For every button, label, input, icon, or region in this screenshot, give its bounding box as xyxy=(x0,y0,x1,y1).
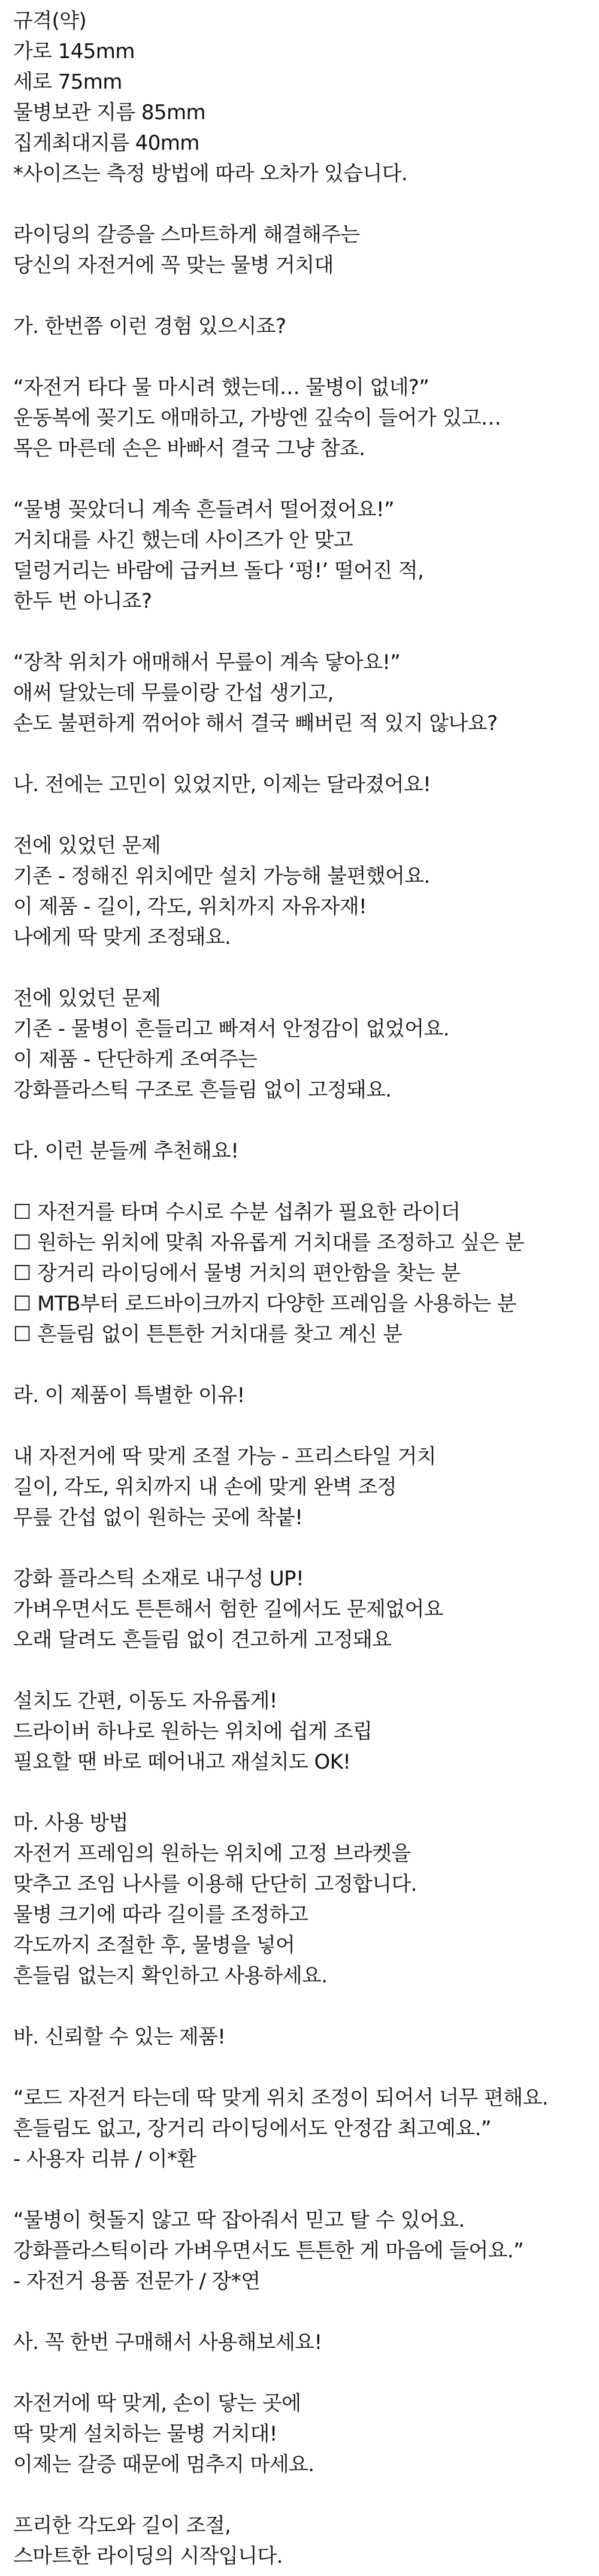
paragraph xyxy=(13,2327,588,2358)
text-line: “로드 자전거 타는데 딱 맞게 위치 조정이 되어서 너무 편해요. xyxy=(13,2086,548,2110)
text-line: ☐ 흔들림 없이 튼튼한 거치대를 찾고 계신 분 xyxy=(13,1322,403,1346)
text-line: “자전거 타다 물 마시려 했는데… 물병이 없네?” xyxy=(13,376,429,399)
text-line: 덜렁거리는 바람에 급커브 돌다 ‘펑!’ 떨어진 적, xyxy=(13,559,424,583)
paragraph-gap xyxy=(13,1533,588,1564)
paragraph-gap xyxy=(13,1411,588,1442)
paragraph-gap xyxy=(13,739,588,770)
text-line: 자전거 프레임의 원하는 위치에 고정 브라켓을 xyxy=(13,1842,411,1866)
paragraph xyxy=(13,1686,588,1778)
paragraph-gap xyxy=(13,617,588,647)
paragraph-gap xyxy=(13,464,588,495)
text-line: 무릎 간섭 없이 원하는 곳에 착붙! xyxy=(13,1506,303,1530)
text-line: 이 제품 - 단단하게 조여주는 xyxy=(13,1048,258,1071)
text-line: 드라이버 하나로 원하는 위치에 쉽게 조립 xyxy=(13,1720,373,1743)
text-line: 물병보관 지름 85mm xyxy=(13,101,205,125)
paragraph xyxy=(13,1808,588,1991)
text-line: 가로 145mm xyxy=(13,40,135,63)
paragraph-gap xyxy=(13,1106,588,1136)
text-line: 강화플라스틱이라 가벼우면서도 튼튼한 게 마음에 들어요.” xyxy=(13,2239,524,2263)
paragraph-gap xyxy=(13,342,588,373)
text-line: 딱 맞게 설치하는 물병 거치대! xyxy=(13,2422,277,2446)
text-line: 사. 꼭 한번 구매해서 사용해보세요! xyxy=(13,2330,322,2354)
text-line: - 사용자 리뷰 / 이*환 xyxy=(13,2147,196,2171)
paragraph xyxy=(13,1442,588,1533)
paragraph-gap xyxy=(13,1167,588,1197)
text-line: 내 자전거에 딱 맞게 조절 가능 - 프리스타일 거치 xyxy=(13,1445,436,1469)
text-line: 집게최대지름 40mm xyxy=(13,131,199,155)
paragraph-gap xyxy=(13,1350,588,1381)
text-line: *사이즈는 측정 방법에 따라 오차가 있습니다. xyxy=(13,162,408,186)
product-description xyxy=(13,6,588,2572)
text-line: 전에 있었던 문제 xyxy=(13,986,161,1010)
text-line: “장착 위치가 애매해서 무릎이 계속 닿아요!” xyxy=(13,650,401,674)
text-line: 기존 - 물병이 흔들리고 빠져서 안정감이 없었어요. xyxy=(13,1017,450,1041)
text-line: 당신의 자전거에 꼭 맞는 물병 거치대 xyxy=(13,253,334,277)
paragraph-gap xyxy=(13,953,588,983)
paragraph-gap xyxy=(13,281,588,311)
text-line: “물병 꽂았더니 계속 흔들려서 떨어졌어요!” xyxy=(13,498,395,522)
text-line: 전에 있었던 문제 xyxy=(13,834,161,858)
paragraph xyxy=(13,1136,588,1167)
text-line: ☐ 원하는 위치에 맞춰 자유롭게 거치대를 조정하고 싶은 분 xyxy=(13,1231,525,1255)
text-line: 자전거에 딱 맞게, 손이 닿는 곳에 xyxy=(13,2392,301,2415)
paragraph-gap xyxy=(13,1778,588,1808)
paragraph xyxy=(13,2511,588,2572)
text-line: ☐ 장거리 라이딩에서 물병 거치의 편안함을 찾는 분 xyxy=(13,1261,461,1285)
text-line: 마. 사용 방법 xyxy=(13,1811,128,1835)
paragraph-gap xyxy=(13,189,588,220)
text-line: 이 제품 - 길이, 각도, 위치까지 자유자재! xyxy=(13,895,367,919)
text-line: ☐ 자전거를 타며 수시로 수분 섭취가 필요한 라이더 xyxy=(13,1200,461,1224)
paragraph-gap xyxy=(13,2175,588,2205)
text-line: 필요할 땐 바로 떼어내고 재설치도 OK! xyxy=(13,1750,351,1774)
paragraph xyxy=(13,311,588,342)
text-line: 물병 크기에 따라 길이를 조정하고 xyxy=(13,1903,308,1927)
text-line: 기존 - 정해진 위치에만 설치 가능해 불편했어요. xyxy=(13,864,430,888)
text-line: 가. 한번쯤 이런 경험 있으시죠? xyxy=(13,314,286,338)
paragraph xyxy=(13,2389,588,2480)
paragraph xyxy=(13,373,588,464)
paragraph-gap xyxy=(13,2053,588,2083)
text-line: “물병이 헛돌지 않고 딱 잡아줘서 믿고 탈 수 있어요. xyxy=(13,2208,465,2232)
text-line: ☐ MTB부터 로드바이크까지 다양한 프레임을 사용하는 분 xyxy=(13,1292,516,1316)
text-line: 목은 마른데 손은 바빠서 결국 그냥 참죠. xyxy=(13,437,365,461)
text-line: - 자전거 용품 전문가 / 장*연 xyxy=(13,2269,261,2293)
text-line: 오래 달려도 흔들림 없이 견고하게 고정돼요 xyxy=(13,1628,392,1652)
paragraph-gap xyxy=(13,800,588,831)
text-line: 가벼우면서도 튼튼해서 험한 길에서도 문제없어요 xyxy=(13,1597,443,1621)
text-line: 이제는 갈증 때문에 멈추지 마세요. xyxy=(13,2453,314,2477)
paragraph-gap xyxy=(13,2297,588,2327)
paragraph xyxy=(13,983,588,1106)
paragraph xyxy=(13,2205,588,2297)
text-line: 애써 달았는데 무릎이랑 간섭 생기고, xyxy=(13,681,334,705)
paragraph xyxy=(13,220,588,281)
paragraph-gap xyxy=(13,2480,588,2511)
text-line: 설치도 간편, 이동도 자유롭게! xyxy=(13,1689,277,1713)
text-line: 다. 이런 분들께 추천해요! xyxy=(13,1139,239,1163)
text-line: 거치대를 사긴 했는데 사이즈가 안 맞고 xyxy=(13,528,353,552)
paragraph-gap xyxy=(13,2358,588,2389)
paragraph xyxy=(13,831,588,953)
paragraph xyxy=(13,6,588,189)
text-line: 운동복에 꽂기도 애매하고, 가방엔 깊숙이 들어가 있고… xyxy=(13,406,501,430)
text-line: 나에게 딱 맞게 조정돼요. xyxy=(13,925,231,949)
paragraph xyxy=(13,770,588,800)
text-line: 한두 번 아니죠? xyxy=(13,589,152,613)
text-line: 라. 이 제품이 특별한 이유! xyxy=(13,1384,245,1407)
text-line: 라이딩의 갈증을 스마트하게 해결해주는 xyxy=(13,223,360,247)
paragraph xyxy=(13,2083,588,2175)
text-line: 바. 신뢰할 수 있는 제품! xyxy=(13,2025,226,2049)
text-line: 프리한 각도와 길이 조절, xyxy=(13,2514,231,2538)
text-line: 손도 불편하게 꺾어야 해서 결국 빼버린 적 있지 않나요? xyxy=(13,712,498,735)
text-line: 흔들림도 없고, 장거리 라이딩에서도 안정감 최고예요.” xyxy=(13,2117,491,2141)
text-line: 길이, 각도, 위치까지 내 손에 맞게 완벽 조정 xyxy=(13,1475,397,1499)
paragraph-gap xyxy=(13,1991,588,2022)
text-line: 규격(약) xyxy=(13,9,87,33)
paragraph xyxy=(13,495,588,617)
text-line: 맞추고 조임 나사를 이용해 단단히 고정합니다. xyxy=(13,1872,417,1896)
paragraph xyxy=(13,647,588,739)
text-line: 스마트한 라이딩의 시작입니다. xyxy=(13,2544,283,2568)
paragraph xyxy=(13,1381,588,1411)
text-line: 강화플라스틱 구조로 흔들림 없이 고정돼요. xyxy=(13,1078,392,1102)
text-line: 강화 플라스틱 소재로 내구성 UP! xyxy=(13,1567,304,1591)
paragraph xyxy=(13,1197,588,1350)
text-line: 각도까지 조절한 후, 물병을 넣어 xyxy=(13,1933,295,1957)
paragraph xyxy=(13,1564,588,1655)
text-line: 나. 전에는 고민이 있었지만, 이제는 달라졌어요! xyxy=(13,773,431,797)
paragraph xyxy=(13,2022,588,2053)
text-line: 세로 75mm xyxy=(13,70,122,94)
paragraph-gap xyxy=(13,1655,588,1686)
text-line: 흔들림 없는지 확인하고 사용하세요. xyxy=(13,1964,328,1988)
